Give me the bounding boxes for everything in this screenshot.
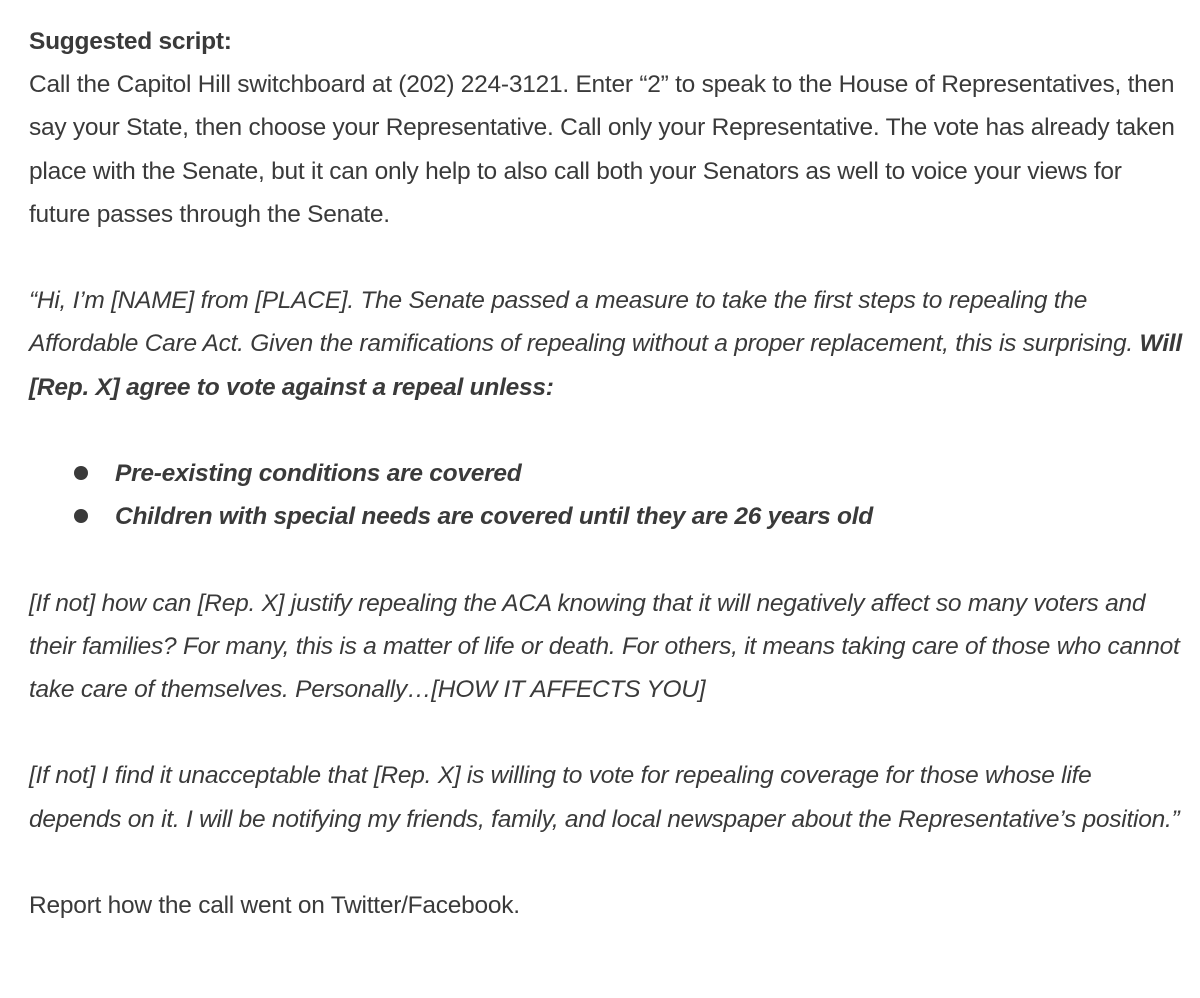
bullet-icon [74,509,88,523]
spacer [29,538,1189,581]
spacer [29,711,1189,754]
list-item-text: Pre-existing conditions are covered [115,460,522,487]
report-paragraph: Report how the call went on Twitter/Facebook. [29,891,520,919]
spacer [29,409,1189,452]
list-item [29,495,1189,538]
list-item [29,452,1189,495]
script-ask-text: Will [Rep. X] agree to vote against a repeal unless: [29,330,1182,401]
conditions-list [29,452,1189,538]
intro-paragraph: Call the Capitol Hill switchboard at (202) 224-3121. Enter “2” to speak to the House of Representatives, then say your State, then choose your Representative. Call only your Representative. The vote has already taken place with the Senate, but it can only help to also call both your Senators as well to voice your views for future passes through the Senate. [29,71,1175,228]
bullet-icon [74,466,88,480]
script-open-text: “Hi, I’m [NAME] from [PLACE]. The Senate passed a measure to take the first steps to repealing the Affordable Care Act. Given the ramifications of repealing without a proper replacement, this is surprising. [29,287,1133,358]
script-paragraph [29,279,1189,409]
if-not-paragraph-2: [If not] I find it unacceptable that [Rep. X] is willing to vote for repealing coverage for those whose life depends on it. I will be notifying my friends, family, and local newspaper about the Representative’s position.” [29,762,1180,833]
if-not-paragraph-1: [If not] how can [Rep. X] justify repealing the ACA knowing that it will negatively affect so many voters and their families? For many, this is a matter of life or death. For others, it means taking care of those who cannot take care of themselves. Personally…[HOW IT AFFECTS YOU] [29,589,1180,703]
spacer [29,841,1189,884]
spacer [29,236,1189,279]
script-document [29,20,1189,927]
heading: Suggested script: [29,28,232,55]
list-item-text: Children with special needs are covered until they are 26 years old [115,503,874,531]
